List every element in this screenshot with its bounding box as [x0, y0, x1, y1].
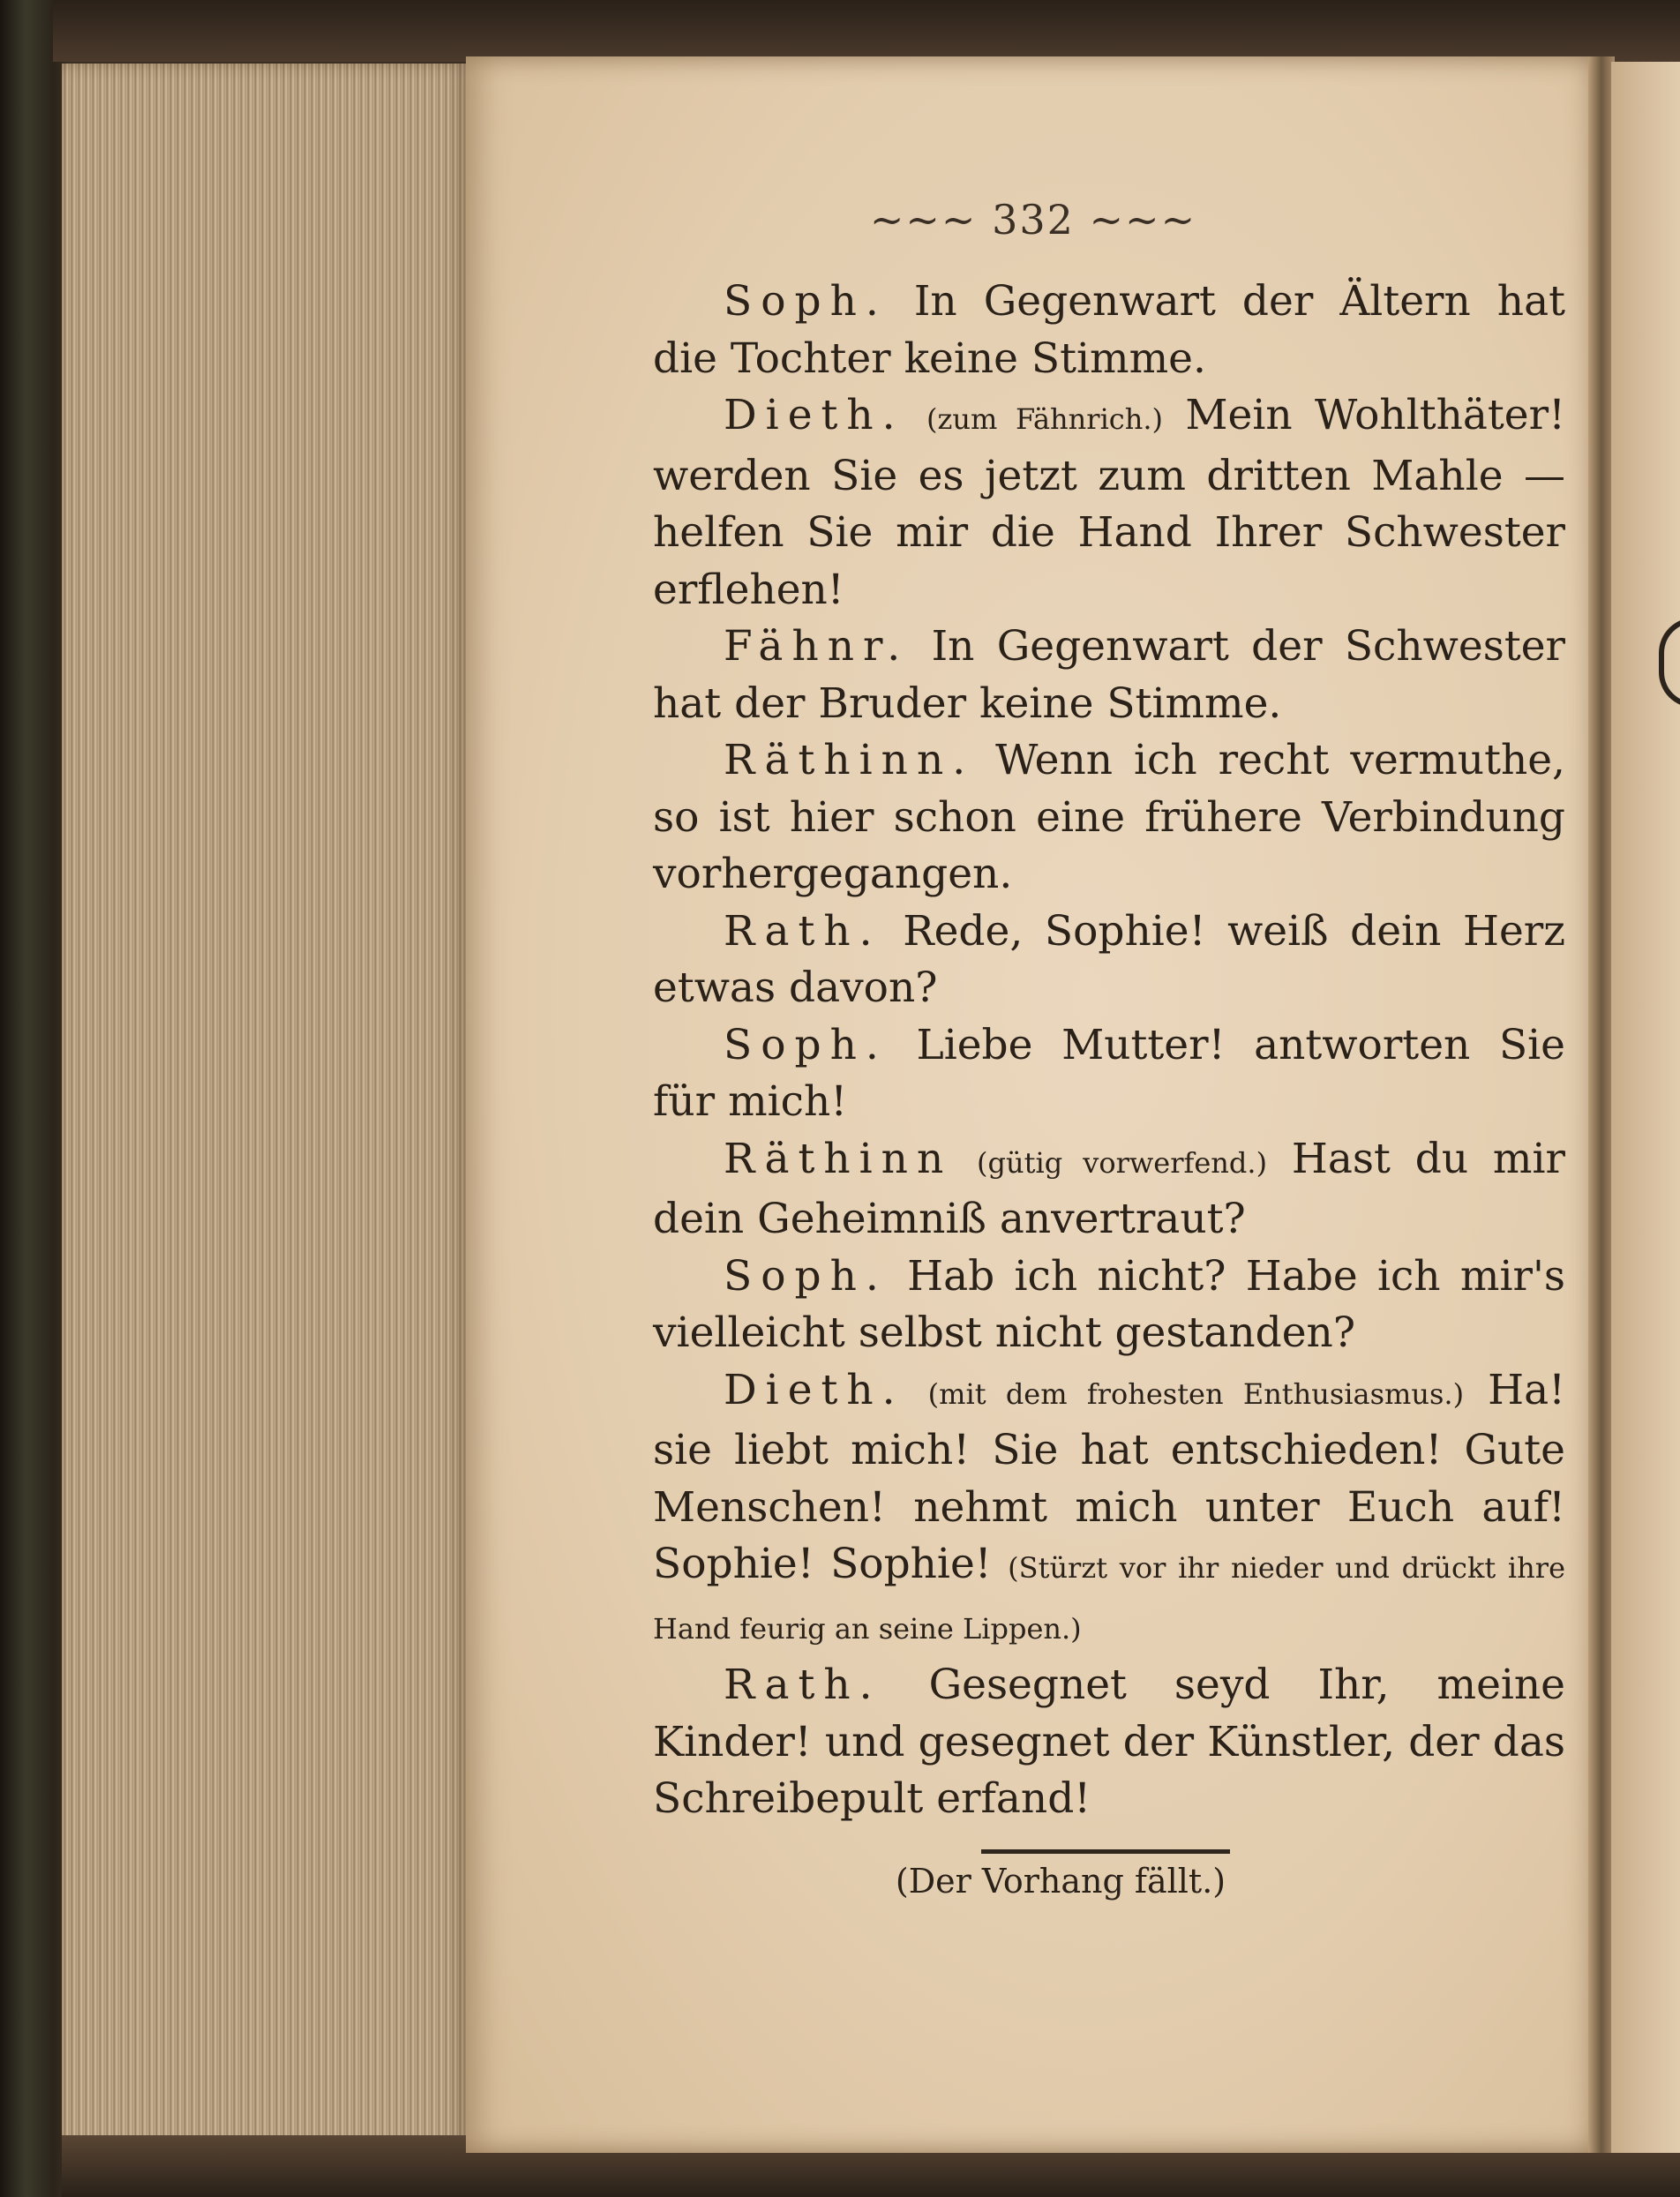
- speaker: Soph.: [724, 1020, 888, 1069]
- speech: Gesegnet seyd Ihr, meine Kinder! und gesegnet der Künstler, der das Schreibepult erfand!: [653, 1661, 1565, 1823]
- speech: Liebe Mutter! antworten Sie für mich!: [653, 1020, 1565, 1126]
- speech: Ha! sie liebt mich! Sie hat entschieden! Gute Menschen! nehmt mich unter Euch auf! Sophie! Sophie!: [653, 1365, 1565, 1588]
- speech: In Gegenwart der Schwester hat der Bruder keine Stimme.: [653, 622, 1565, 728]
- paragraph: [653, 1131, 1565, 1248]
- paragraph: [653, 1362, 1565, 1658]
- speech: In Gegenwart der Ältern hat die Tochter keine Stimme.: [653, 277, 1565, 383]
- speaker: Dieth.: [724, 1365, 904, 1414]
- end-rule: [981, 1849, 1230, 1854]
- speech: Rede, Sophie! weiß dein Herz etwas davon?: [653, 906, 1565, 1012]
- paragraph: [653, 1017, 1565, 1131]
- page-header: ~~~ 332 ~~~: [869, 196, 1197, 244]
- stage-direction: (Stürzt vor ihr nieder und drückt ihre Hand feurig an seine Lippen.): [653, 1551, 1566, 1646]
- speaker: Soph.: [724, 1251, 888, 1301]
- speaker: Räthinn: [724, 1134, 953, 1183]
- speaker: Rath.: [724, 1661, 881, 1709]
- paragraph: [653, 619, 1565, 732]
- speaker: Rath.: [724, 906, 881, 956]
- stage-direction: (mit dem frohesten Enthusiasmus.): [927, 1376, 1465, 1411]
- paragraph: [653, 1657, 1565, 1828]
- page-stack-edge: [62, 64, 468, 2181]
- speech: Hab ich nicht? Habe ich mir's vielleicht selbst nicht gestanden?: [653, 1251, 1565, 1357]
- speaker: Dieth.: [724, 391, 904, 439]
- curtain-direction: (Der Vorhang fällt.): [895, 1861, 1226, 1901]
- speaker: Fähnr.: [724, 622, 910, 671]
- page-text: [653, 274, 1565, 1909]
- paragraph: [653, 387, 1565, 619]
- speech: Mein Wohlthäter! werden Sie es jetzt zum dritten Mahle — helfen Sie mir die Hand Ihrer Schwester erflehen!: [653, 391, 1565, 614]
- speech: Hast du mir dein Geheimniß anvertraut?: [653, 1134, 1565, 1243]
- stage-direction: (zum Fähnrich.): [926, 402, 1163, 436]
- speaker: Räthinn.: [724, 736, 975, 784]
- paragraph: [653, 732, 1565, 904]
- paragraph: [653, 1248, 1565, 1362]
- next-page-edge: [1611, 62, 1680, 2153]
- stage-direction: (gütig vorwerfend.): [977, 1145, 1268, 1180]
- speech: Wenn ich recht vermuthe, so ist hier schon eine frühere Verbindung vorhergegangen.: [653, 736, 1565, 898]
- paragraph: [653, 274, 1565, 387]
- speaker: Soph.: [724, 277, 888, 326]
- book-cover-top: [53, 0, 1680, 62]
- paragraph: [653, 904, 1565, 1017]
